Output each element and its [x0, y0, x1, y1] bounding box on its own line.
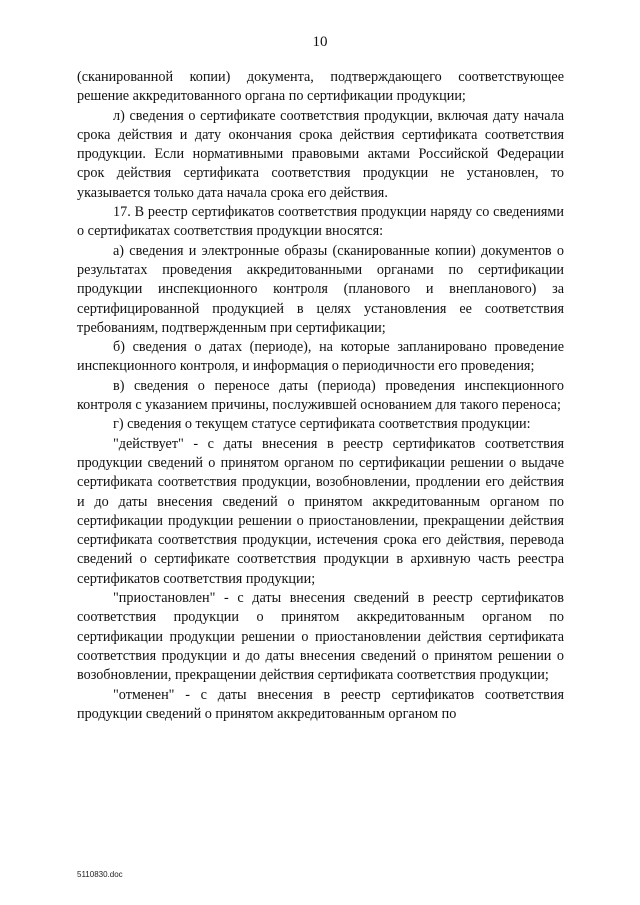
- paragraph: "отменен" - с даты внесения в реестр сертификатов соответствия продукции сведений о принятом аккредитованным органом по: [77, 686, 564, 722]
- paragraph: "действует" - с даты внесения в реестр сертификатов соответствия продукции сведений о принятом органом по сертификации решении о выдаче сертификата соответствия продукции, возобновлении, продлении его действия и до даты внесения сведений о принятом аккредитованным органом по сертификации продукции решении о приостановлении, прекращении действия сертификата соответствия продукции, истечения срока его действия, перевода сведений о сертификате соответствия продукции в архивную часть реестра сертификатов соответствия продукции;: [77, 435, 564, 587]
- paragraph: б) сведения о датах (периоде), на которые запланировано проведение инспекционного контроля, и информация о периодичности его проведения;: [77, 339, 564, 375]
- paragraph: (сканированной копии) документа, подтверждающего соответствующее решение аккредитованного органа по сертификации продукции;: [77, 69, 564, 105]
- paragraph: л) сведения о сертификате соответствия продукции, включая дату начала срока действия и дату окончания срока действия сертификата соответствия продукции. Если нормативными правовыми актами Российской Федерации срок действия сертификата соответствия продукции не установлен, то указывается только дата начала срока его действия.: [77, 107, 564, 201]
- paragraph: г) сведения о текущем статусе сертификата соответствия продукции:: [113, 416, 531, 433]
- page-number: 10: [312, 34, 328, 50]
- file-name-footer: 5110830.doc: [77, 870, 123, 879]
- document-body: [77, 68, 564, 724]
- paragraph: "приостановлен" - с даты внесения сведений в реестр сертификатов соответствия продукции о принятом аккредитованным органом по сертификации продукции решении о приостановлении действия сертификата соответствия продукции и до даты внесения сведений о принятом решении о возобновлении, прекращении действия сертификата соответствия продукции;: [77, 590, 564, 684]
- paragraph: в) сведения о переносе даты (периода) проведения инспекционного контроля с указанием причины, послужившей основанием для такого переноса;: [77, 377, 564, 414]
- paragraph: 17. В реестр сертификатов соответствия продукции наряду со сведениями о сертификатах соответствия продукции вносятся:: [77, 204, 564, 240]
- paragraph: а) сведения и электронные образы (сканированные копии) документов о результатах проведения аккредитованными органами по сертификации продукции инспекционного контроля (планового и внепланового) за сертифицированной продукцией в целях установления ее соответствия требованиям, подтвержденным при сертификации;: [77, 242, 564, 336]
